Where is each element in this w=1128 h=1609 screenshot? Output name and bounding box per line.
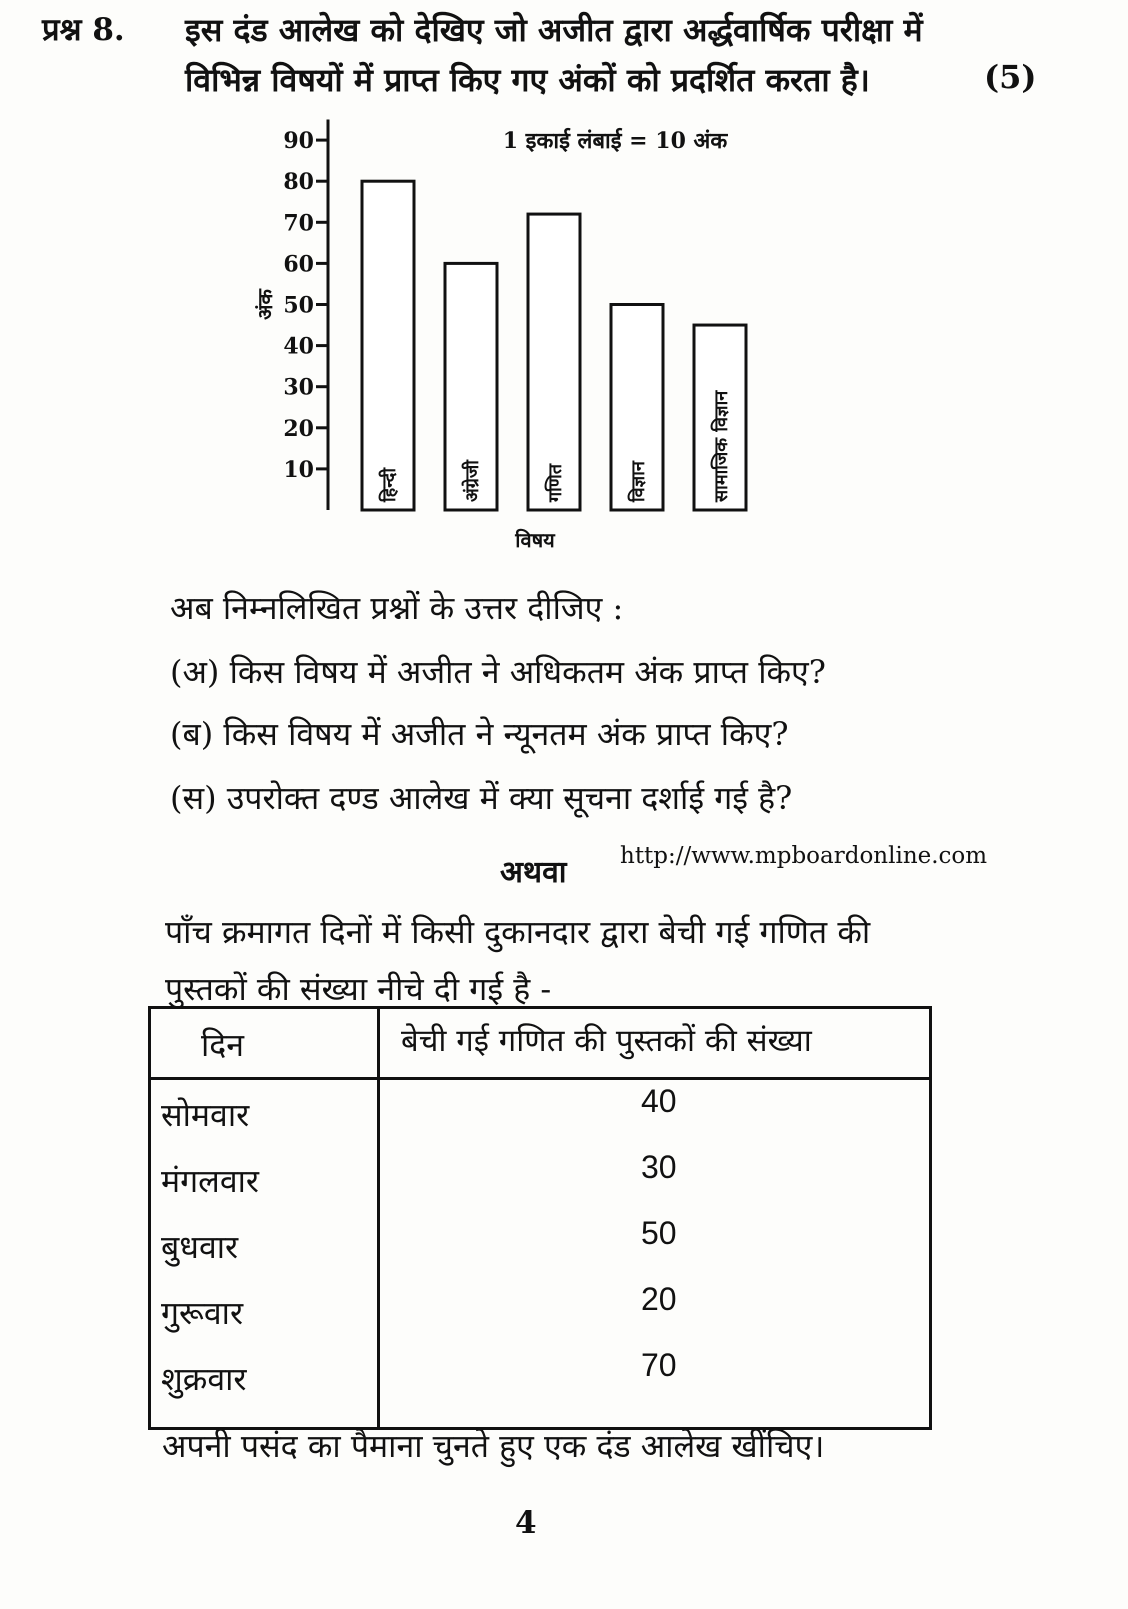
page-number: 4	[515, 1505, 537, 1541]
table-row-day: बुधवार	[161, 1228, 239, 1266]
alt-question-line1: पाँच क्रमागत दिनों में किसी दुकानदार द्वारा बेची गई गणित की	[165, 913, 871, 951]
instructions-text: अब निम्नलिखित प्रश्नों के उत्तर दीजिए :	[170, 589, 624, 627]
table-row-value: 30	[641, 1149, 677, 1185]
chart-title: 1 इकाई लंबाई = 10 अंक	[502, 128, 728, 154]
bar-category-label: सामाजिक विज्ञान	[711, 390, 732, 502]
bar-category-label: हिन्दी	[379, 467, 400, 502]
y-tick-label: 70	[283, 210, 314, 237]
y-tick-label: 80	[283, 169, 314, 196]
bar-category-label: अंग्रेजी	[462, 460, 483, 502]
y-axis-label: अंक	[253, 289, 277, 320]
books-sold-table	[148, 1006, 932, 1430]
or-label: अथवा	[500, 855, 567, 890]
table-row-day: मंगलवार	[161, 1162, 260, 1200]
table-row-day: सोमवार	[161, 1096, 250, 1134]
table-row-value: 50	[641, 1215, 677, 1251]
y-tick-label: 10	[283, 456, 314, 483]
bar	[362, 181, 414, 510]
sub-question-c: (स) उपरोक्त दण्ड आलेख में क्या सूचना दर्शाई गई है?	[170, 779, 793, 817]
y-tick-label: 20	[283, 415, 314, 442]
sub-question-b: (ब) किस विषय में अजीत ने न्यूनतम अंक प्राप्त किए?	[170, 715, 789, 753]
table-header-row	[151, 1009, 929, 1080]
final-instruction: अपनी पसंद का पैमाना चुनते हुए एक दंड आलेख खींचिए।	[162, 1427, 825, 1465]
table-divider	[377, 1009, 380, 1427]
question-text-line1: इस दंड आलेख को देखिए जो अजीत द्वारा अर्द्धवार्षिक परीक्षा में	[185, 11, 923, 49]
y-tick-label: 40	[283, 333, 314, 360]
y-tick-label: 50	[283, 292, 314, 319]
bar-category-label: गणित	[545, 463, 566, 502]
table-row-day: शुक्रवार	[161, 1360, 247, 1398]
y-tick-label: 90	[283, 128, 314, 155]
header-count: बेची गई गणित की पुस्तकों की संख्या	[401, 1023, 812, 1059]
question-number: प्रश्न 8.	[42, 12, 125, 48]
source-url: http://www.mpboardonline.com	[620, 843, 988, 869]
table-row-value: 20	[641, 1281, 677, 1317]
bar-category-label: विज्ञान	[628, 461, 649, 502]
alt-question-line2: पुस्तकों की संख्या नीचे दी गई है -	[165, 970, 552, 1008]
table-row-value: 40	[641, 1083, 677, 1119]
y-tick-label: 60	[283, 251, 314, 278]
header-day: दिन	[201, 1026, 245, 1064]
table-row-day: गुरूवार	[161, 1294, 244, 1332]
bar-chart	[250, 112, 790, 572]
question-text-line2: विभिन्न विषयों में प्राप्त किए गए अंकों को प्रदर्शित करता है।	[185, 61, 870, 99]
y-tick-label: 30	[283, 374, 314, 401]
table-row-value: 70	[641, 1347, 677, 1383]
sub-question-a: (अ) किस विषय में अजीत ने अधिकतम अंक प्राप्त किए?	[170, 653, 826, 691]
question-marks: (5)	[984, 58, 1037, 96]
x-axis-label: विषय	[515, 528, 555, 552]
